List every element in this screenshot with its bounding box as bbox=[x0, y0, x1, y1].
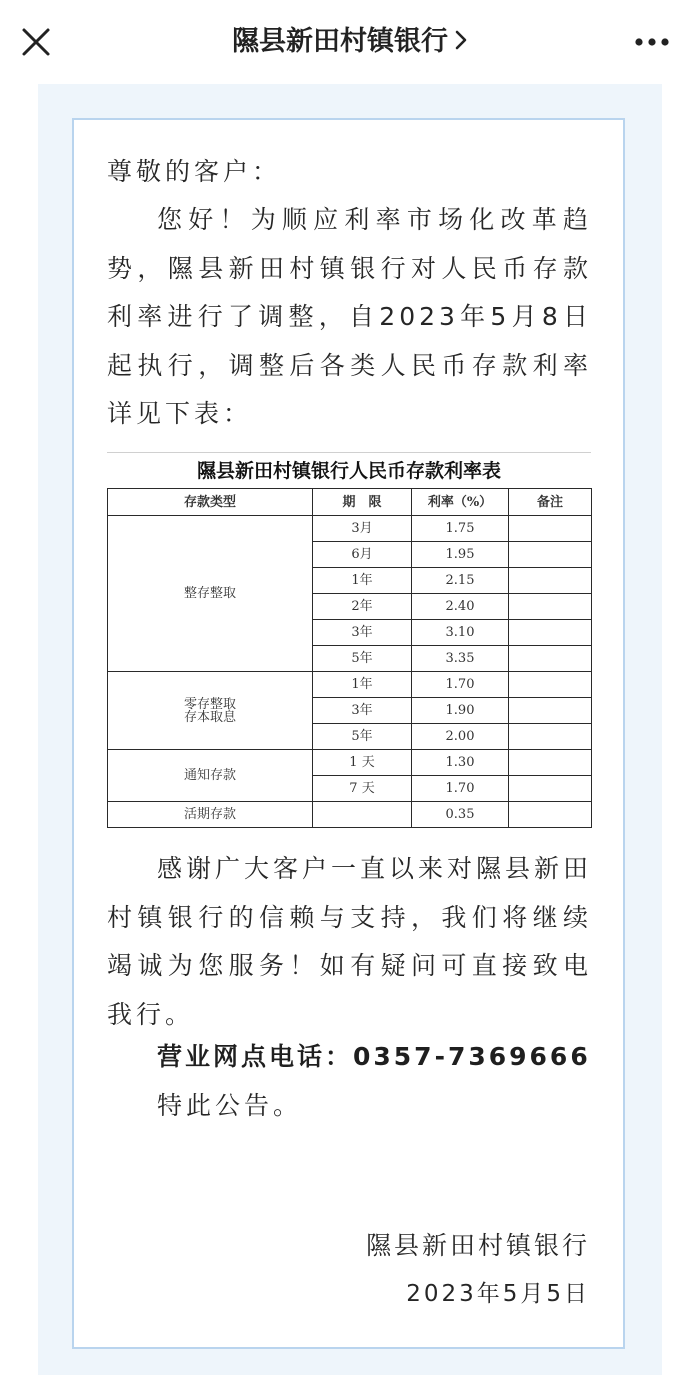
rate-table bbox=[107, 488, 592, 828]
term-cell: 6月 bbox=[313, 542, 412, 568]
term-cell: 5年 bbox=[313, 646, 412, 672]
table-row bbox=[108, 516, 592, 542]
greeting-text: 尊敬的客户： bbox=[107, 157, 282, 186]
term-cell: 7 天 bbox=[313, 776, 412, 802]
rate-cell: 3.35 bbox=[412, 646, 509, 672]
note-cell bbox=[509, 646, 592, 672]
rate-cell: 2.00 bbox=[412, 724, 509, 750]
table-header-row bbox=[108, 489, 592, 516]
deposit-type-cell bbox=[108, 750, 313, 802]
branch-phone: 营业网点电话：0357-7369666 bbox=[157, 1042, 591, 1071]
header-term: 期 限 bbox=[313, 489, 412, 516]
term-cell: 5年 bbox=[313, 724, 412, 750]
rate-cell: 3.10 bbox=[412, 620, 509, 646]
deposit-type-label: 零存整取 bbox=[183, 696, 236, 712]
term-cell: 1 天 bbox=[313, 750, 412, 776]
more-dots-icon bbox=[632, 30, 672, 54]
deposit-type-label: 活期存款 bbox=[183, 807, 236, 822]
note-cell bbox=[509, 698, 592, 724]
term-cell bbox=[313, 802, 412, 828]
note-cell bbox=[509, 542, 592, 568]
note-cell bbox=[509, 568, 592, 594]
deposit-type-cell bbox=[108, 802, 313, 828]
rate-table-image bbox=[107, 452, 591, 828]
table-row bbox=[108, 802, 592, 828]
rate-table-body bbox=[108, 516, 592, 828]
header-type: 存款类型 bbox=[108, 489, 313, 516]
rate-cell: 1.75 bbox=[412, 516, 509, 542]
rate-cell: 1.90 bbox=[412, 698, 509, 724]
deposit-type-label-2: 存本取息 bbox=[183, 709, 236, 725]
note-cell bbox=[509, 516, 592, 542]
note-cell bbox=[509, 776, 592, 802]
term-cell: 1年 bbox=[313, 568, 412, 594]
table-row bbox=[108, 750, 592, 776]
top-navigation-bar bbox=[0, 0, 700, 84]
rate-cell: 1.30 bbox=[412, 750, 509, 776]
note-cell bbox=[509, 672, 592, 698]
note-cell bbox=[509, 750, 592, 776]
note-cell bbox=[509, 594, 592, 620]
term-cell: 3月 bbox=[313, 516, 412, 542]
signature-name: 隰县新田村镇银行 bbox=[365, 1231, 590, 1260]
account-title-link[interactable] bbox=[0, 22, 700, 63]
rate-cell: 1.70 bbox=[412, 776, 509, 802]
rate-cell: 2.40 bbox=[412, 594, 509, 620]
note-cell bbox=[509, 802, 592, 828]
deposit-type-cell bbox=[108, 672, 313, 750]
term-cell: 3年 bbox=[313, 698, 412, 724]
rate-cell: 2.15 bbox=[412, 568, 509, 594]
page-title: 隰县新田村镇银行 bbox=[232, 26, 448, 57]
rate-cell: 0.35 bbox=[412, 802, 509, 828]
term-cell: 1年 bbox=[313, 672, 412, 698]
rate-cell: 1.70 bbox=[412, 672, 509, 698]
term-cell: 3年 bbox=[313, 620, 412, 646]
header-note: 备注 bbox=[509, 489, 592, 516]
rate-table-title: 隰县新田村镇银行人民币存款利率表 bbox=[107, 452, 591, 489]
thanks-paragraph: 感谢广大客户一直以来对隰县新田村镇银行的信赖与支持，我们将继续竭诚为您服务！如有疑问可直接致电我行。 bbox=[107, 854, 593, 1029]
deposit-type-label: 整存整取 bbox=[183, 586, 236, 601]
note-cell bbox=[509, 620, 592, 646]
table-row bbox=[108, 672, 592, 698]
rate-cell: 1.95 bbox=[412, 542, 509, 568]
deposit-type-cell bbox=[108, 516, 313, 672]
header-rate: 利率（%） bbox=[412, 489, 509, 516]
term-cell: 2年 bbox=[313, 594, 412, 620]
chevron-right-icon bbox=[454, 23, 468, 63]
notice-closing: 特此公告。 bbox=[157, 1091, 303, 1120]
deposit-type-label: 通知存款 bbox=[183, 768, 236, 783]
note-cell bbox=[509, 724, 592, 750]
intro-paragraph: 您好！为顺应利率市场化改革趋势，隰县新田村镇银行对人民币存款利率进行了调整，自2023年5月8日起执行，调整后各类人民币存款利率详见下表： bbox=[107, 205, 592, 428]
more-options-button[interactable] bbox=[632, 30, 672, 54]
signature-date: 2023年5月5日 bbox=[406, 1281, 590, 1307]
